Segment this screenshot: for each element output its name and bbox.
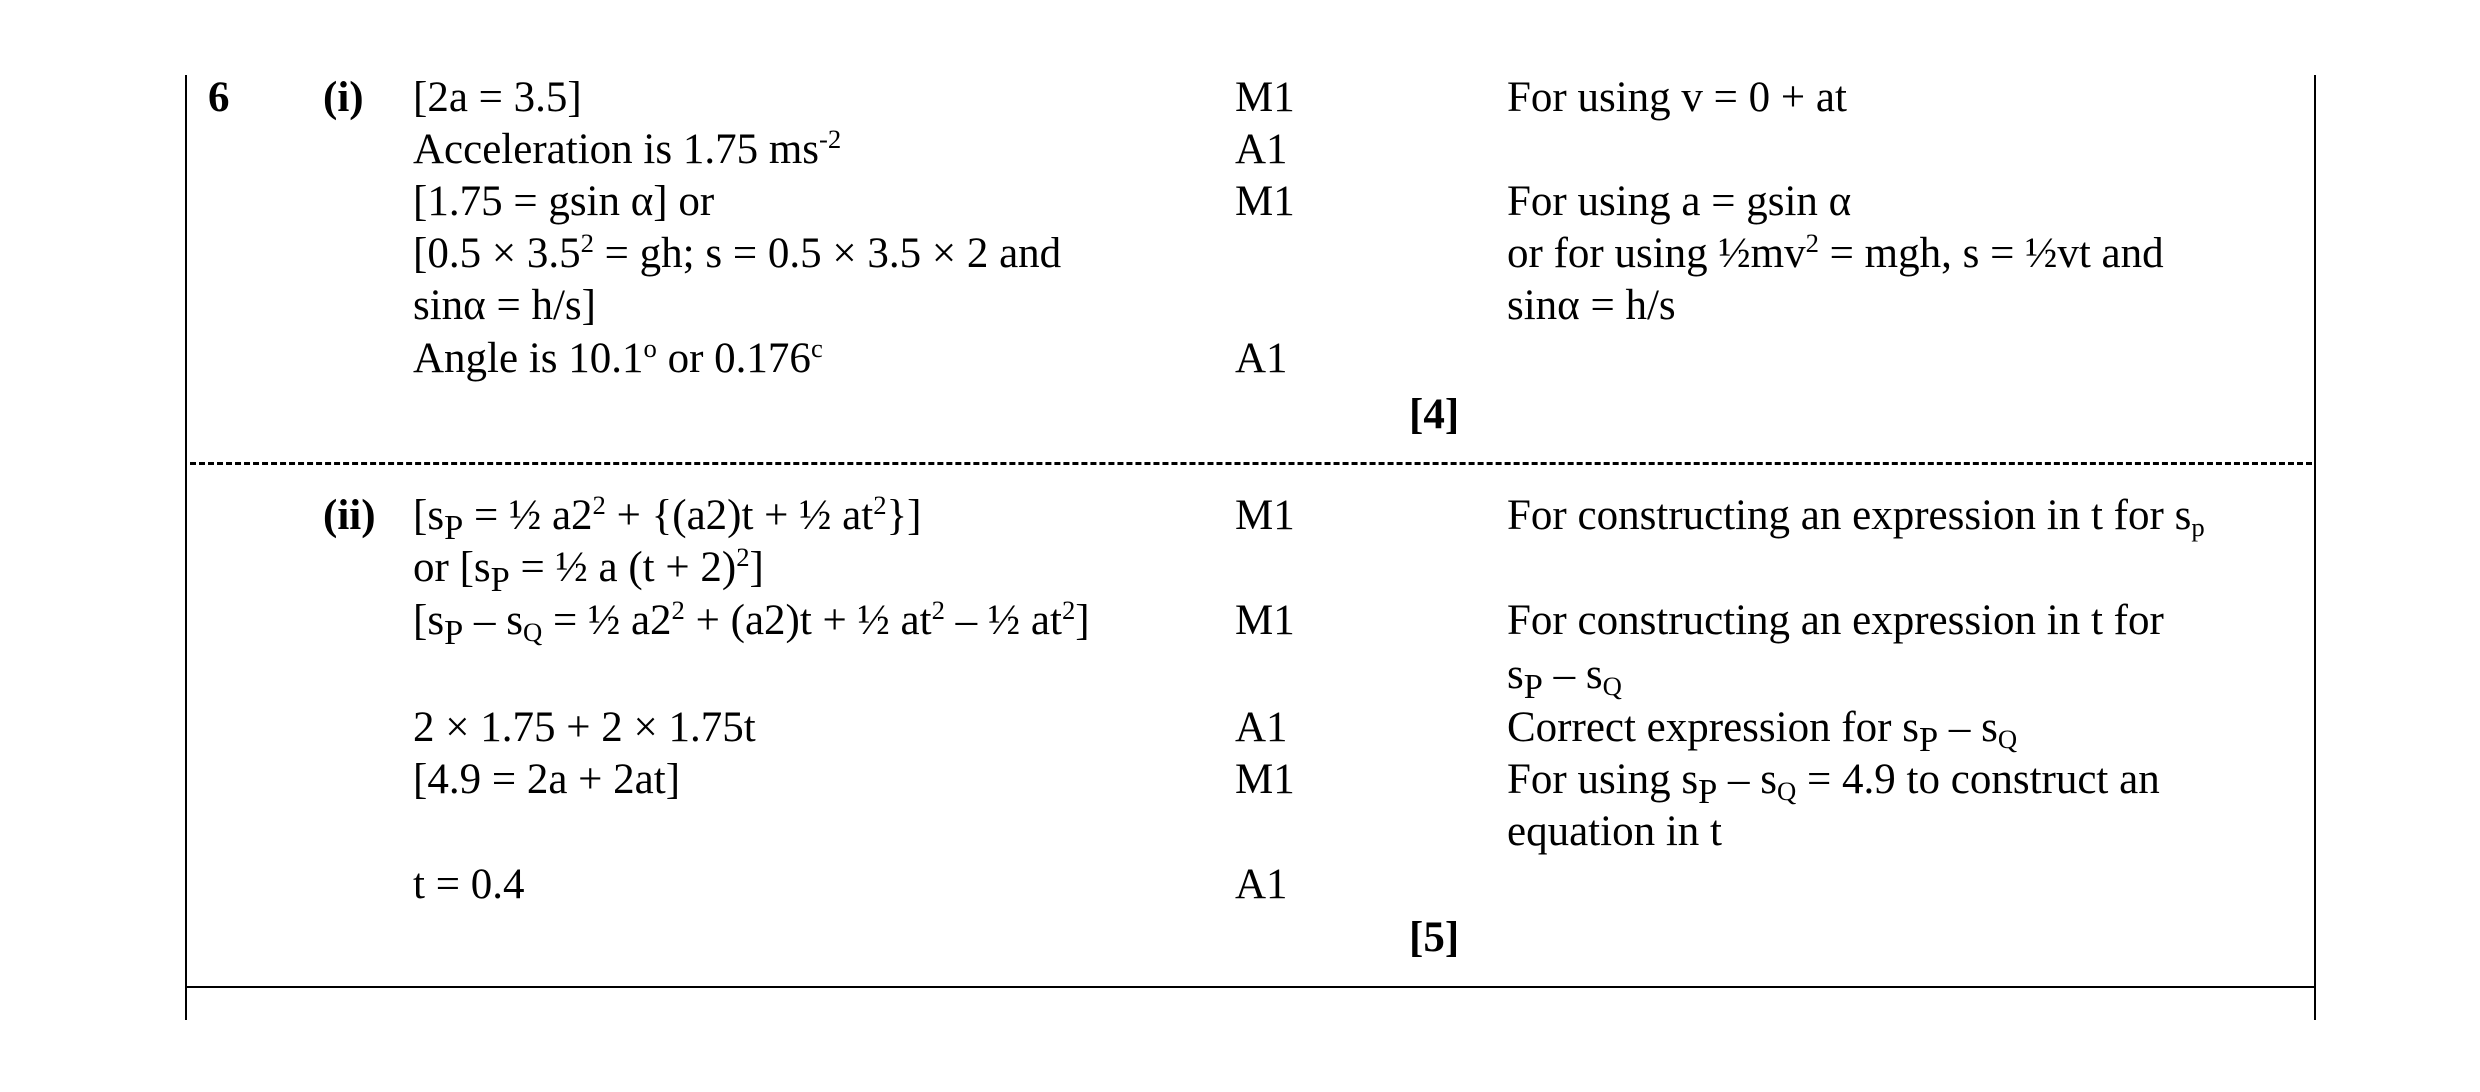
text-run: – s [1542, 651, 1603, 698]
mark-guidance: For using a = gsin α [1507, 178, 1852, 225]
mark-code: M1 [1235, 74, 1295, 121]
superscript: c [810, 333, 823, 364]
mark-guidance: sinα = h/s [1507, 282, 1676, 329]
subscript: p [2191, 512, 2205, 543]
text-run: = ½ a2 [463, 492, 593, 539]
mark-guidance [1507, 754, 2160, 811]
working-line: t = 0.4 [413, 861, 525, 908]
subscript: Q [1777, 776, 1797, 807]
text-run: – s [1938, 704, 1998, 751]
text-run: Acceleration is 1.75 ms [413, 126, 820, 173]
superscript: 2 [931, 595, 945, 626]
text-run: s [1507, 651, 1524, 698]
text-run: = ½ a (t + 2) [509, 544, 737, 591]
superscript: 2 [1061, 595, 1076, 626]
mark-guidance [1507, 228, 2164, 280]
superscript: -2 [819, 124, 842, 155]
text-run: For constructing an expression in t for s [1507, 492, 2192, 539]
working-line: [2a = 3.5] [413, 74, 582, 121]
working-line: 2 × 1.75 + 2 × 1.75t [413, 704, 756, 751]
text-run: – ½ at [944, 597, 1062, 644]
part-label: (i) [323, 74, 364, 121]
subscript: P [1698, 772, 1718, 811]
text-run: For using s [1507, 756, 1699, 803]
working-line [413, 542, 764, 599]
text-run: Correct expression for s [1507, 704, 1919, 751]
question-number: 6 [208, 74, 230, 121]
working-line: sinα = h/s] [413, 282, 596, 329]
part-label: (ii) [323, 492, 376, 539]
subscript: P [444, 508, 464, 547]
text-run: – s [463, 597, 523, 644]
mark-code: M1 [1235, 492, 1295, 539]
working-line [413, 124, 841, 176]
text-run: + {(a2)t + ½ at [605, 492, 874, 539]
superscript: 2 [592, 490, 606, 521]
text-run: or 0.176 [656, 335, 811, 382]
text-run: = ½ a2 [542, 597, 672, 644]
subscript: P [1918, 720, 1939, 759]
superscript: 2 [736, 542, 750, 573]
mark-guidance: For using v = 0 + at [1507, 74, 1847, 121]
mark-guidance [1507, 490, 2205, 542]
text-run: = mgh, s = ½vt and [1818, 230, 2164, 277]
superscript: 2 [1805, 228, 1819, 259]
subscript: P [1523, 667, 1543, 706]
superscript: 2 [671, 595, 685, 626]
mark-code: A1 [1235, 704, 1288, 751]
text-run: }] [886, 492, 922, 539]
text-run: or [s [413, 544, 491, 591]
subscript: Q [522, 617, 543, 648]
working-line: [1.75 = gsin α] or [413, 178, 715, 225]
text-run: = 4.9 to construct an [1796, 756, 2160, 803]
mark-code: A1 [1235, 126, 1288, 173]
subscript: P [444, 613, 464, 652]
table-right-border [2314, 75, 2316, 1020]
part-marks-total: [4] [1409, 391, 1460, 438]
mark-code: A1 [1235, 335, 1288, 382]
mark-code: M1 [1235, 597, 1295, 644]
mark-code: A1 [1235, 861, 1288, 908]
text-run: [s [413, 597, 445, 644]
subscript: Q [1602, 671, 1622, 702]
mark-guidance [1507, 702, 2018, 759]
working-line [413, 595, 1090, 652]
part-divider [190, 462, 2312, 465]
text-run: or for using ½mv [1507, 230, 1806, 277]
table-bottom-rule [185, 986, 2316, 988]
superscript: 2 [873, 490, 887, 521]
mark-code: M1 [1235, 178, 1295, 225]
text-run: [0.5 × 3.5 [413, 230, 581, 277]
working-line: [4.9 = 2a + 2at] [413, 756, 681, 803]
text-run: – s [1717, 756, 1778, 803]
table-left-border [185, 75, 187, 1020]
text-run: ] [749, 544, 764, 591]
working-line [413, 228, 1061, 280]
subscript: Q [1997, 724, 2018, 755]
superscript: o [643, 333, 657, 364]
mark-code: M1 [1235, 756, 1295, 803]
text-run: = gh; s = 0.5 × 3.5 × 2 and [593, 230, 1062, 277]
working-line [413, 490, 922, 547]
superscript: 2 [580, 228, 594, 259]
text-run: ] [1075, 597, 1090, 644]
mark-guidance: equation in t [1507, 808, 1722, 855]
text-run: + (a2)t + ½ at [684, 597, 932, 644]
mark-guidance: For constructing an expression in t for [1507, 597, 2164, 644]
subscript: P [490, 560, 510, 599]
text-run: Angle is 10.1 [413, 335, 644, 382]
part-marks-total: [5] [1409, 914, 1460, 961]
mark-guidance [1507, 649, 1622, 706]
text-run: [s [413, 492, 445, 539]
working-line [413, 333, 823, 385]
